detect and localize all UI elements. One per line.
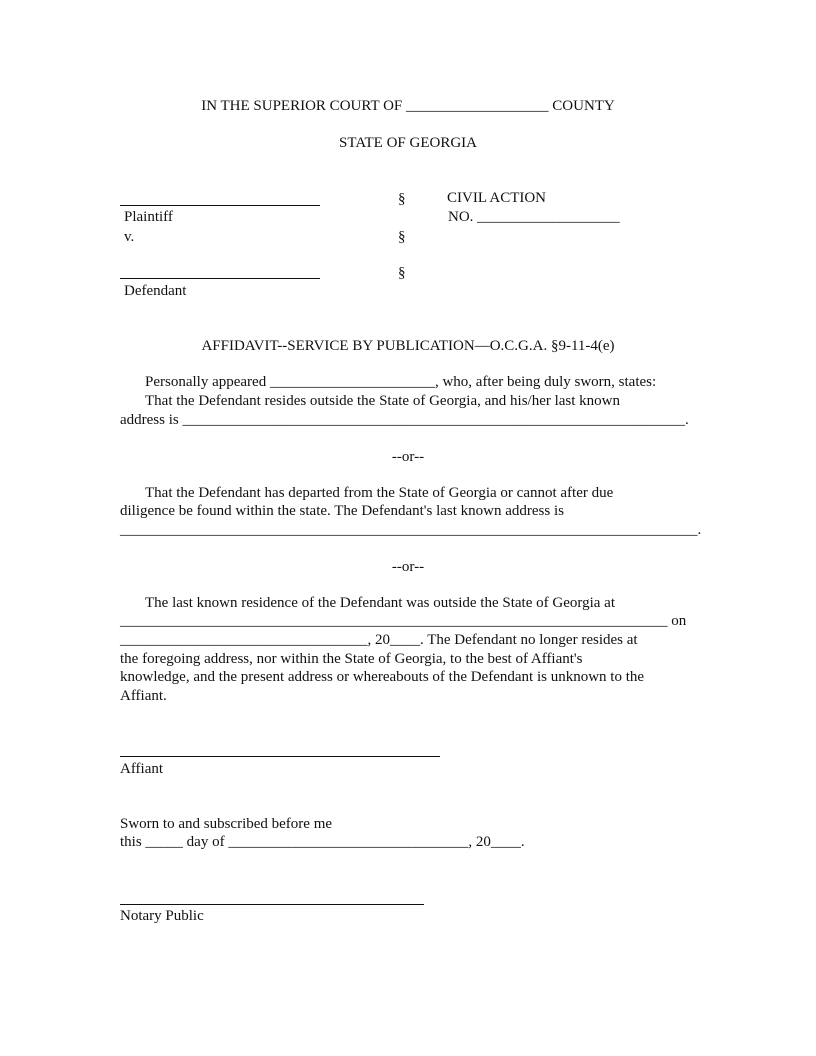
plaintiff-name-line — [120, 205, 320, 206]
option3-line-4: the foregoing address, nor within the State of Georgia, to the best of Affiant's — [120, 651, 583, 667]
option3-line-3: _________________________________, 20____. The Defendant no longer resides at — [120, 632, 638, 648]
option2-line-2: diligence be found within the state. The Defendant's last known address is — [120, 503, 564, 519]
state-heading: STATE OF GEORGIA — [339, 135, 477, 151]
option1-line-1: Personally appeared ______________________, who, after being duly sworn, states: — [145, 374, 657, 390]
defendant-name-line — [120, 278, 320, 279]
option3-line-2: _________________________________________________________________________ on — [120, 613, 687, 629]
separator-2: --or-- — [391, 559, 425, 575]
affiant-signature-line — [120, 756, 440, 757]
option3-line-6: Affiant. — [120, 688, 167, 704]
jurat-line-1: Sworn to and subscribed before me — [120, 816, 333, 832]
notary-signature-line — [120, 904, 424, 905]
versus-label: v. — [124, 229, 135, 245]
option1-line-2: That the Defendant resides outside the State of Georgia, and his/her last known — [145, 393, 621, 409]
section-symbol-2: § — [398, 229, 406, 245]
defendant-label: Defendant — [124, 283, 187, 299]
case-number-field: NO. ___________________ — [448, 209, 620, 225]
plaintiff-label: Plaintiff — [124, 209, 173, 225]
section-symbol-3: § — [398, 265, 406, 281]
option3-line-5: knowledge, and the present address or whereabouts of the Defendant is unknown to the — [120, 669, 645, 685]
option2-line-3: _____________________________________________________________________________. — [120, 522, 702, 538]
notary-label: Notary Public — [120, 908, 204, 924]
jurat-line-2: this _____ day of ________________________________, 20____. — [120, 834, 525, 850]
section-symbol-1: § — [398, 191, 406, 207]
separator-1: --or-- — [391, 449, 425, 465]
court-heading: IN THE SUPERIOR COURT OF ___________________ COUNTY — [201, 98, 615, 114]
affiant-label: Affiant — [120, 761, 164, 777]
affidavit-title: AFFIDAVIT--SERVICE BY PUBLICATION—O.C.G.A. §9-11-4(e) — [201, 338, 615, 354]
civil-action-label: CIVIL ACTION — [447, 190, 547, 206]
option3-line-1: The last known residence of the Defendant was outside the State of Georgia at — [145, 595, 615, 611]
option2-line-1: That the Defendant has departed from the State of Georgia or cannot after due — [145, 485, 614, 501]
option1-line-3: address is ___________________________________________________________________. — [120, 412, 689, 428]
